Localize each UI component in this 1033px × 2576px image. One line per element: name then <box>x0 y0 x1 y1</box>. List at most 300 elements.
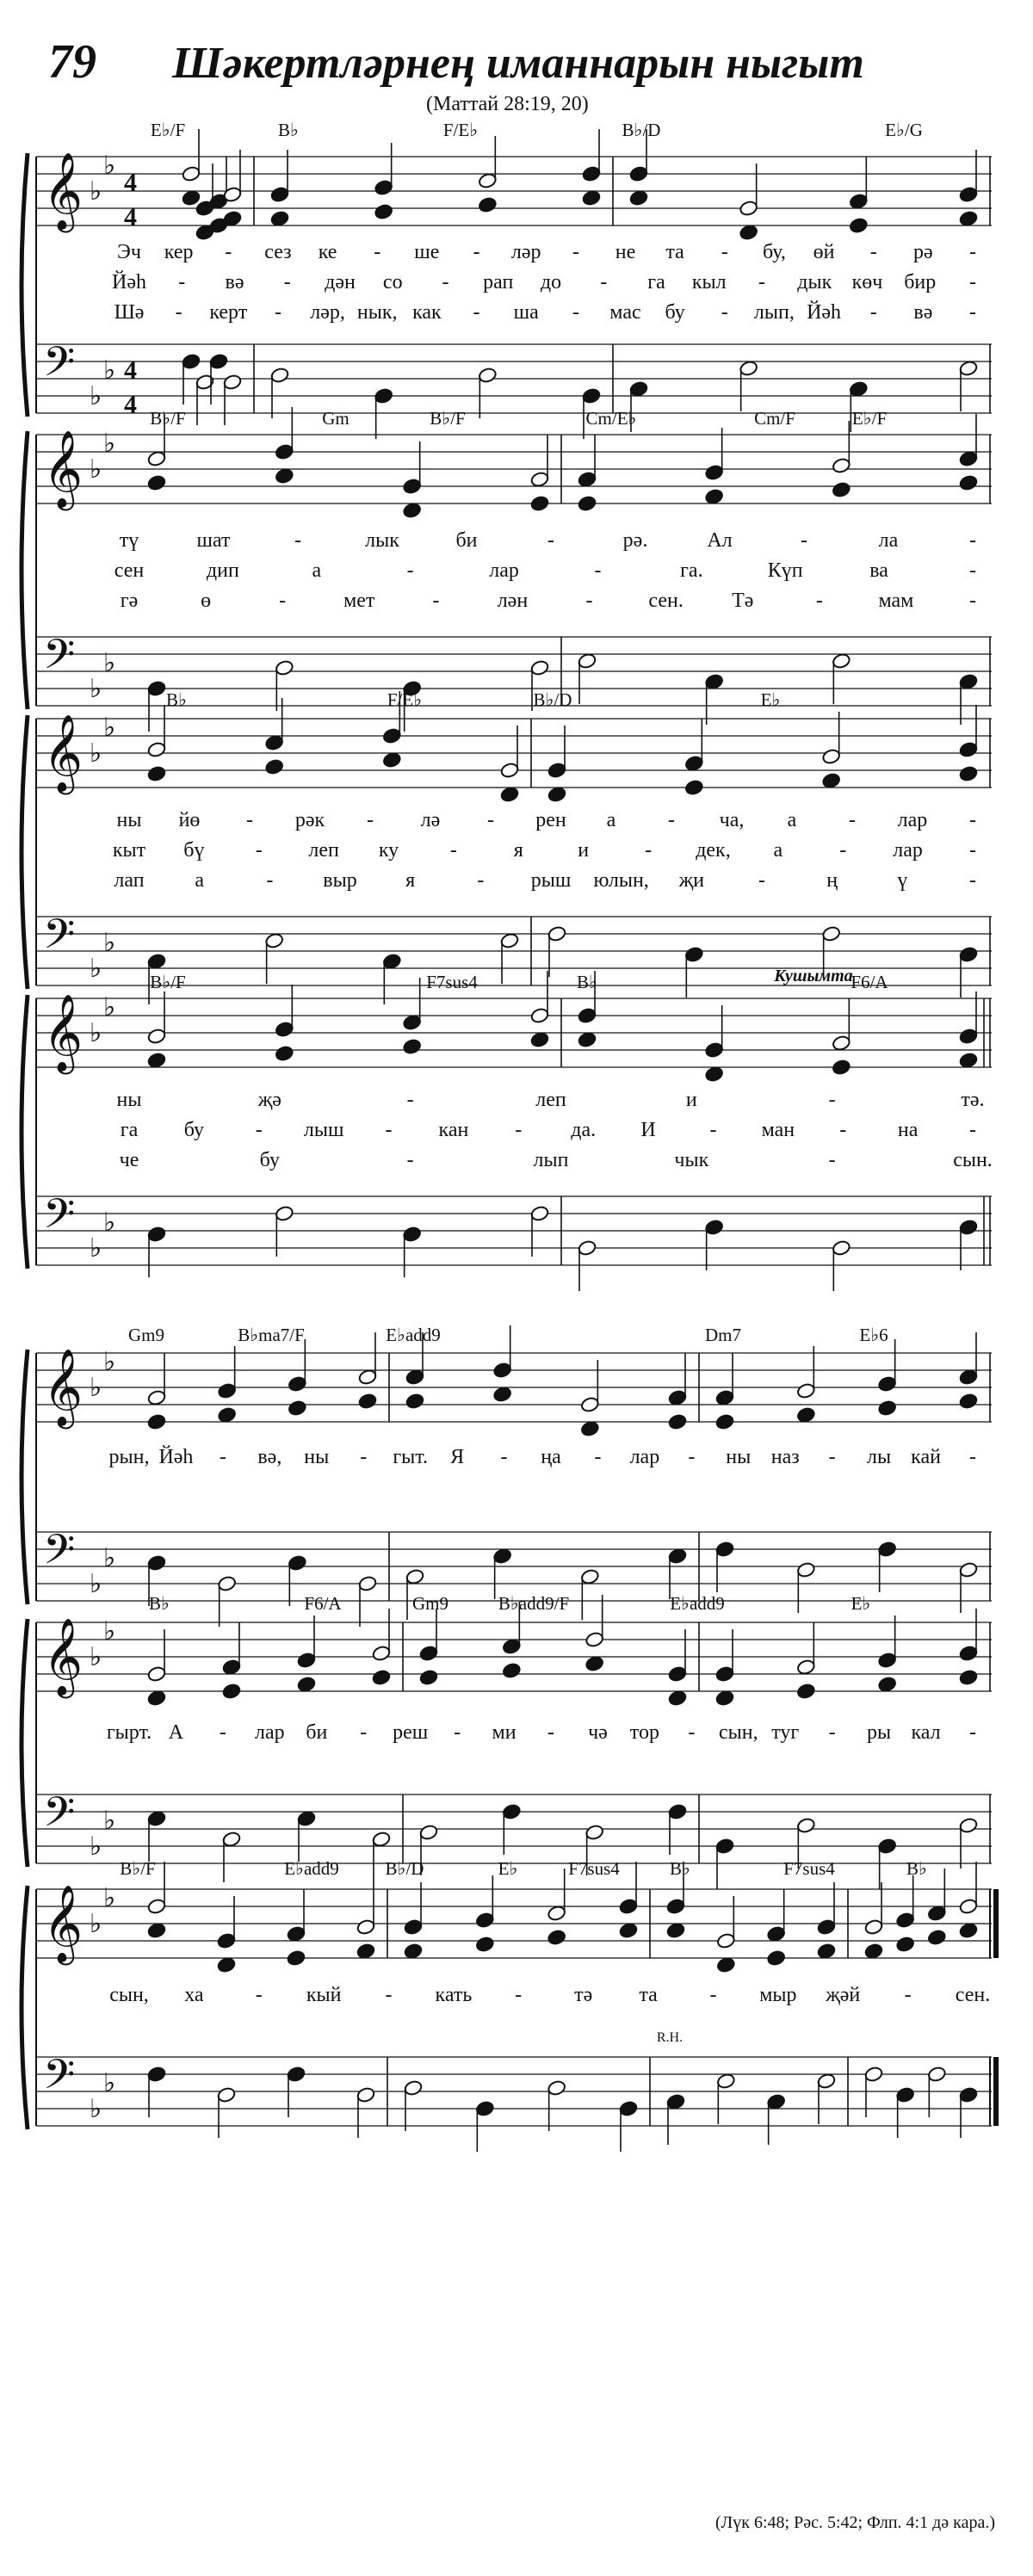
lyric-syllable: - <box>869 241 877 263</box>
chord-symbol: Cm/E♭ <box>585 408 637 429</box>
treble-note-head <box>817 1918 837 1936</box>
bass-clef-icon: 𝄢 <box>43 2050 76 2109</box>
lyric-syllable: - <box>449 839 457 862</box>
key-flat-icon: ♭ <box>90 738 102 769</box>
treble-note-head <box>766 1925 786 1943</box>
lyric-syllable: и <box>685 1089 697 1111</box>
lyric-syllable: - <box>572 241 579 263</box>
lyric-syllable: - <box>969 241 976 263</box>
treble-note-head <box>832 1035 851 1052</box>
bass-note-head <box>849 380 869 398</box>
lyric-syllable: кал <box>911 1721 941 1744</box>
bass-note-head <box>959 946 979 963</box>
chord-symbol: F/E♭ <box>387 689 423 710</box>
lyric-syllable: - <box>969 1119 976 1141</box>
treble-note-head <box>766 1949 786 1967</box>
key-flat-icon: ♭ <box>103 992 116 1022</box>
treble-note-head <box>287 1925 306 1943</box>
treble-note-head <box>959 1645 979 1662</box>
lyric-syllable: ша <box>513 301 539 324</box>
bass-note-head <box>547 925 567 942</box>
lyric-syllable: та <box>665 241 684 263</box>
lyric-syllable: гырт. <box>106 1721 152 1744</box>
bass-note-head <box>270 367 290 384</box>
lyric-syllable: а <box>606 809 616 831</box>
lyric-syllable: ү <box>897 869 908 892</box>
bass-note-head <box>684 946 704 963</box>
final-barline <box>993 2057 999 2126</box>
lyric-syllable: - <box>255 1119 263 1141</box>
treble-note-head <box>402 478 422 495</box>
treble-note-head <box>147 1052 167 1069</box>
treble-note-head <box>382 727 402 744</box>
treble-note-head <box>374 203 393 220</box>
lyric-syllable: ңа <box>541 1446 561 1468</box>
bass-clef-icon: 𝄢 <box>43 910 76 968</box>
bass-clef-icon: 𝄢 <box>43 1189 76 1248</box>
treble-note-head <box>402 1038 422 1055</box>
key-flat-icon: ♭ <box>90 1233 102 1263</box>
lyric-syllable: - <box>688 1721 696 1744</box>
lyric-syllable: көч <box>851 271 883 293</box>
lyric-syllable: - <box>178 271 186 293</box>
treble-note-head <box>288 1375 307 1393</box>
treble-clef-icon: 𝄞 <box>43 152 84 230</box>
lyric-syllable: - <box>473 301 480 324</box>
lyric-syllable: рәк <box>294 809 325 831</box>
treble-note-head <box>668 1389 688 1406</box>
chord-symbol: Gm9 <box>412 1593 448 1614</box>
bass-note-head <box>147 1554 167 1572</box>
treble-note-head <box>619 1922 639 1939</box>
treble-note-head <box>629 189 649 207</box>
lyric-syllable: ны <box>116 1089 142 1111</box>
lyric-syllable: а <box>773 839 783 862</box>
lyric-syllable: - <box>969 559 976 582</box>
bass-note-head <box>580 1568 600 1585</box>
bass-note-head <box>275 659 294 676</box>
bass-note-head <box>492 1547 512 1565</box>
treble-note-head <box>821 748 841 765</box>
system-brace <box>22 153 28 417</box>
lyric-syllable: наз <box>770 1446 800 1468</box>
lyric-syllable: вә, <box>257 1446 282 1468</box>
system-brace <box>22 995 28 1269</box>
bass-note-head <box>927 2066 947 2083</box>
chord-symbol: E♭add9 <box>670 1593 725 1614</box>
system-brace <box>22 715 28 989</box>
treble-note-head <box>147 1922 167 1939</box>
lyric-syllable: - <box>406 1089 414 1111</box>
treble-note-head <box>492 1362 512 1379</box>
lyric-syllable: - <box>374 241 381 263</box>
lyric-syllable: - <box>406 559 414 582</box>
lyric-syllable: лар <box>897 809 928 831</box>
treble-note-head <box>182 189 201 207</box>
treble-note-head <box>796 1659 816 1676</box>
time-signature-bottom: 4 <box>124 391 137 419</box>
bass-note-head <box>959 1561 979 1578</box>
lyric-syllable: сен. <box>955 1984 991 2006</box>
treble-note-head <box>877 1652 897 1669</box>
treble-note-head <box>666 1898 686 1915</box>
lyric-syllable: ча, <box>719 809 745 831</box>
lyric-syllable: җә <box>257 1089 281 1111</box>
lyric-syllable: гә <box>120 590 139 612</box>
bass-note-head <box>147 953 167 970</box>
lyric-syllable: юлын, <box>593 869 649 892</box>
bass-note-head <box>402 1226 422 1243</box>
lyric-syllable: Я <box>450 1446 465 1468</box>
lyric-syllable: леп <box>308 839 339 862</box>
lyric-syllable: - <box>645 839 653 862</box>
treble-note-head <box>147 1028 167 1045</box>
bass-note-head <box>864 2066 884 2083</box>
chord-symbol: E♭/F <box>851 408 888 429</box>
key-flat-icon: ♭ <box>103 1208 116 1238</box>
treble-note-head <box>877 1375 897 1393</box>
treble-note-head <box>715 1389 735 1406</box>
lyric-syllable: ры <box>867 1721 892 1744</box>
chord-symbol: E♭/F <box>150 120 186 140</box>
treble-note-head <box>959 1922 979 1939</box>
treble-note-head <box>715 1413 735 1430</box>
treble-note-head <box>547 1929 566 1946</box>
lyric-syllable: бир <box>904 271 937 293</box>
lyric-syllable: мас <box>609 301 641 324</box>
lyric-syllable: ө <box>201 590 212 612</box>
system-brace <box>22 1350 28 1604</box>
treble-note-head <box>419 1645 439 1662</box>
lyric-syllable: и <box>578 839 590 862</box>
key-flat-icon: ♭ <box>103 355 116 386</box>
time-signature-top: 4 <box>124 169 137 197</box>
chord-symbol: Dm7 <box>705 1325 741 1345</box>
chord-symbol: F/E♭ <box>442 120 479 140</box>
treble-note-head <box>404 1943 424 1960</box>
lyric-syllable: - <box>969 809 976 831</box>
lyric-syllable: че <box>119 1149 139 1171</box>
lyric-syllable: лыш <box>303 1119 344 1141</box>
lyric-syllable: та <box>639 1984 658 2006</box>
lyric-syllable: да. <box>571 1119 597 1141</box>
treble-note-head <box>217 1406 237 1424</box>
lyric-syllable: нык, <box>356 301 398 324</box>
lyric-syllable: өй <box>813 241 835 263</box>
lyric-syllable: - <box>758 869 765 892</box>
bass-note-head <box>147 1226 167 1243</box>
treble-note-head <box>478 172 498 189</box>
treble-note-head <box>147 1690 167 1707</box>
lyric-syllable: - <box>594 1446 602 1468</box>
bass-note-head <box>358 1575 378 1592</box>
lyric-syllable: - <box>225 241 232 263</box>
lyric-syllable: - <box>515 1984 523 2006</box>
lyric-syllable: сын. <box>953 1149 993 1171</box>
treble-note-head <box>372 1645 392 1662</box>
lyric-syllable: лып, <box>753 301 795 324</box>
lyric-syllable: сен <box>114 559 145 582</box>
lyric-syllable: - <box>839 1119 847 1141</box>
lyric-syllable: - <box>668 809 675 831</box>
treble-note-head <box>358 1368 378 1386</box>
treble-note-head <box>684 779 704 796</box>
treble-note-head <box>668 1665 688 1683</box>
lyric-syllable: - <box>828 1089 836 1111</box>
treble-note-head <box>580 1396 600 1413</box>
chord-symbol: B♭ma7/F <box>238 1325 305 1345</box>
hymn-number: 79 <box>48 35 96 89</box>
lyric-syllable: ны <box>116 809 142 831</box>
chord-symbol: B♭ <box>166 689 187 710</box>
bass-note-head <box>475 2100 495 2117</box>
chord-symbol: E♭ <box>851 1593 871 1614</box>
treble-note-head <box>288 1399 307 1417</box>
lyric-syllable: тә <box>574 1984 593 2006</box>
lyric-syllable: - <box>360 1446 368 1468</box>
treble-note-head <box>629 165 649 182</box>
lyric-syllable: шат <box>196 529 231 552</box>
lyric-syllable: А <box>168 1721 184 1744</box>
treble-note-head <box>530 495 550 512</box>
lyric-syllable: - <box>688 1446 696 1468</box>
treble-note-head <box>849 193 869 210</box>
key-flat-icon: ♭ <box>103 1616 116 1646</box>
bass-note-head <box>704 673 724 690</box>
treble-note-head <box>147 1389 167 1406</box>
treble-note-head <box>585 1655 604 1672</box>
treble-note-head <box>530 471 550 488</box>
treble-note-head <box>222 1683 242 1700</box>
treble-note-head <box>419 1669 439 1686</box>
treble-note-head <box>382 751 402 769</box>
treble-note-head <box>404 1918 424 1936</box>
bass-note-head <box>382 953 402 970</box>
lyric-syllable: кер <box>164 241 194 263</box>
chord-symbol: E♭/G <box>885 120 923 140</box>
bass-note-head <box>530 1205 550 1222</box>
bass-note-head <box>195 374 215 391</box>
lyric-syllable: Шә <box>114 301 145 324</box>
lyric-syllable: бү <box>183 839 205 862</box>
lyric-syllable: вә <box>913 301 933 324</box>
chord-symbol: E♭6 <box>859 1325 888 1345</box>
bass-note-head <box>182 353 201 370</box>
lyric-syllable: как <box>412 301 442 324</box>
treble-note-head <box>895 1912 915 1929</box>
lyric-syllable: кыт <box>112 839 146 862</box>
lyric-syllable: бу <box>665 301 685 324</box>
bass-note-head <box>209 353 229 370</box>
lyric-syllable: - <box>279 590 287 612</box>
lyric-syllable: ләр <box>510 241 541 263</box>
lyric-syllable: - <box>294 529 301 552</box>
lyric-syllable: вә <box>225 271 244 293</box>
bass-note-head <box>629 380 649 398</box>
treble-note-head <box>502 1662 522 1679</box>
treble-note-head <box>547 786 567 803</box>
lyric-syllable: ләр, <box>310 301 345 324</box>
lyric-syllable: - <box>828 1149 836 1171</box>
lyric-syllable: - <box>594 559 602 582</box>
bass-note-head <box>530 659 550 676</box>
lyric-syllable: реш <box>393 1721 429 1744</box>
lyric-syllable: мыр <box>759 1984 797 2006</box>
chord-symbol: B♭/D <box>385 1858 424 1879</box>
bass-note-head <box>666 2093 686 2110</box>
chord-symbol: B♭/D <box>622 120 661 140</box>
key-flat-icon: ♭ <box>90 454 102 485</box>
treble-note-head <box>217 1382 237 1399</box>
bass-note-head <box>478 367 498 384</box>
lyric-syllable: - <box>266 869 274 892</box>
chord-symbol: Gm <box>322 408 349 429</box>
lyric-syllable: лар <box>629 1446 660 1468</box>
lyric-syllable: - <box>406 1149 414 1171</box>
lyric-syllable: - <box>547 529 554 552</box>
bass-note-head <box>547 2079 566 2097</box>
lyric-syllable: җәй <box>826 1984 861 2006</box>
key-flat-icon: ♭ <box>90 1373 102 1403</box>
treble-note-head <box>959 1052 979 1069</box>
treble-note-head <box>864 1918 884 1936</box>
treble-note-head <box>147 741 167 758</box>
treble-note-head <box>264 734 284 751</box>
lyric-syllable: рә. <box>622 529 648 552</box>
treble-note-head <box>402 502 422 519</box>
bass-note-head <box>297 1810 317 1827</box>
treble-clef-icon: 𝄞 <box>43 430 84 508</box>
treble-note-head <box>492 1386 512 1403</box>
treble-note-head <box>530 1007 550 1024</box>
bass-note-head <box>222 1831 242 1848</box>
bass-clef-icon: 𝄢 <box>43 1788 76 1846</box>
treble-note-head <box>547 762 567 779</box>
chord-symbol: F6/A <box>851 972 888 992</box>
key-flat-icon: ♭ <box>103 648 116 678</box>
lyric-syllable: - <box>477 869 485 892</box>
bass-note-head <box>405 1568 425 1585</box>
key-flat-icon: ♭ <box>90 1018 102 1048</box>
lyric-syllable: не <box>615 241 636 263</box>
lyric-syllable: - <box>600 271 608 293</box>
treble-note-head <box>264 758 284 775</box>
bass-note-head <box>404 2079 424 2097</box>
lyric-syllable: рын, <box>108 1446 150 1468</box>
hymn-title: Шәкертләрнең иманнарын ныгыт <box>172 39 864 88</box>
treble-note-head <box>374 179 393 196</box>
bass-note-head <box>715 1838 735 1855</box>
treble-note-head <box>275 1045 294 1062</box>
treble-note-head <box>704 464 724 481</box>
lyric-syllable: - <box>758 271 765 293</box>
key-flat-icon: ♭ <box>103 1806 116 1836</box>
treble-note-head <box>927 1905 947 1922</box>
treble-note-head <box>356 1943 376 1960</box>
lyric-syllable: кай <box>911 1446 941 1468</box>
lyric-syllable: - <box>969 839 976 862</box>
treble-note-head <box>704 488 724 505</box>
lyric-syllable: - <box>515 1119 523 1141</box>
treble-note-head <box>500 762 520 779</box>
treble-note-head <box>502 1638 522 1655</box>
lyric-syllable: лып <box>533 1149 569 1171</box>
treble-note-head <box>668 1690 688 1707</box>
lyric-syllable: мет <box>343 590 375 612</box>
key-flat-icon: ♭ <box>90 1909 102 1939</box>
lyric-syllable: лап <box>114 869 145 892</box>
lyric-syllable: рен <box>535 809 566 831</box>
bass-note-head <box>895 2086 915 2103</box>
chord-symbol: F6/A <box>304 1593 342 1614</box>
lyric-syllable: - <box>709 1119 717 1141</box>
system-brace <box>22 431 28 709</box>
lyric-syllable: кый <box>306 1984 342 2006</box>
bass-note-head <box>619 2100 639 2117</box>
treble-note-head <box>959 741 979 758</box>
treble-clef-icon: 𝄞 <box>43 994 84 1072</box>
lyric-syllable: туг <box>771 1721 800 1744</box>
treble-note-head <box>405 1368 425 1386</box>
lyric-syllable: - <box>454 1721 461 1744</box>
bass-note-head <box>959 2086 979 2103</box>
lyric-syllable: бу <box>183 1119 205 1141</box>
bass-note-head <box>821 925 841 942</box>
treble-note-head <box>475 1936 495 1953</box>
treble-note-head <box>715 1690 735 1707</box>
treble-note-head <box>959 210 979 227</box>
lyric-syllable: җи <box>678 869 705 892</box>
lyric-syllable: - <box>869 301 877 324</box>
lyric-syllable: мам <box>878 590 914 612</box>
lyric-syllable: тү <box>119 529 139 552</box>
bass-note-head <box>796 1561 816 1578</box>
lyric-syllable: дип <box>206 559 239 582</box>
chord-symbol: Cm/F <box>754 408 795 429</box>
lyric-syllable: ке <box>318 241 337 263</box>
bass-note-head <box>372 1831 392 1848</box>
treble-note-head <box>959 450 979 467</box>
key-flat-icon: ♭ <box>90 381 102 411</box>
lyric-syllable: лык <box>365 529 399 552</box>
bass-note-head <box>223 374 243 391</box>
treble-note-head <box>796 1406 816 1424</box>
treble-note-head <box>580 1420 600 1437</box>
treble-note-head <box>182 165 201 182</box>
chord-symbol: F7sus4 <box>783 1858 835 1879</box>
treble-note-head <box>405 1393 425 1410</box>
treble-note-head <box>739 200 758 217</box>
lyric-syllable: - <box>828 1446 836 1468</box>
lyric-syllable: - <box>432 590 440 612</box>
treble-note-head <box>217 1956 237 1974</box>
chord-symbol: B♭ <box>577 972 597 992</box>
chord-symbol: B♭ <box>670 1858 690 1879</box>
system-brace <box>22 1619 28 1867</box>
lyric-syllable: га <box>647 271 665 293</box>
bass-note-head <box>356 2086 376 2103</box>
lyric-syllable: ку <box>378 839 399 862</box>
lyric-syllable: лар <box>255 1721 285 1744</box>
treble-note-head <box>275 467 294 485</box>
bass-note-head <box>217 2086 237 2103</box>
key-flat-icon: ♭ <box>90 1642 102 1672</box>
lyric-syllable: йө <box>178 809 201 831</box>
key-flat-icon: ♭ <box>103 713 116 743</box>
lyric-syllable: а <box>312 559 322 582</box>
treble-note-head <box>832 1059 851 1076</box>
lyric-syllable: выр <box>323 869 357 892</box>
